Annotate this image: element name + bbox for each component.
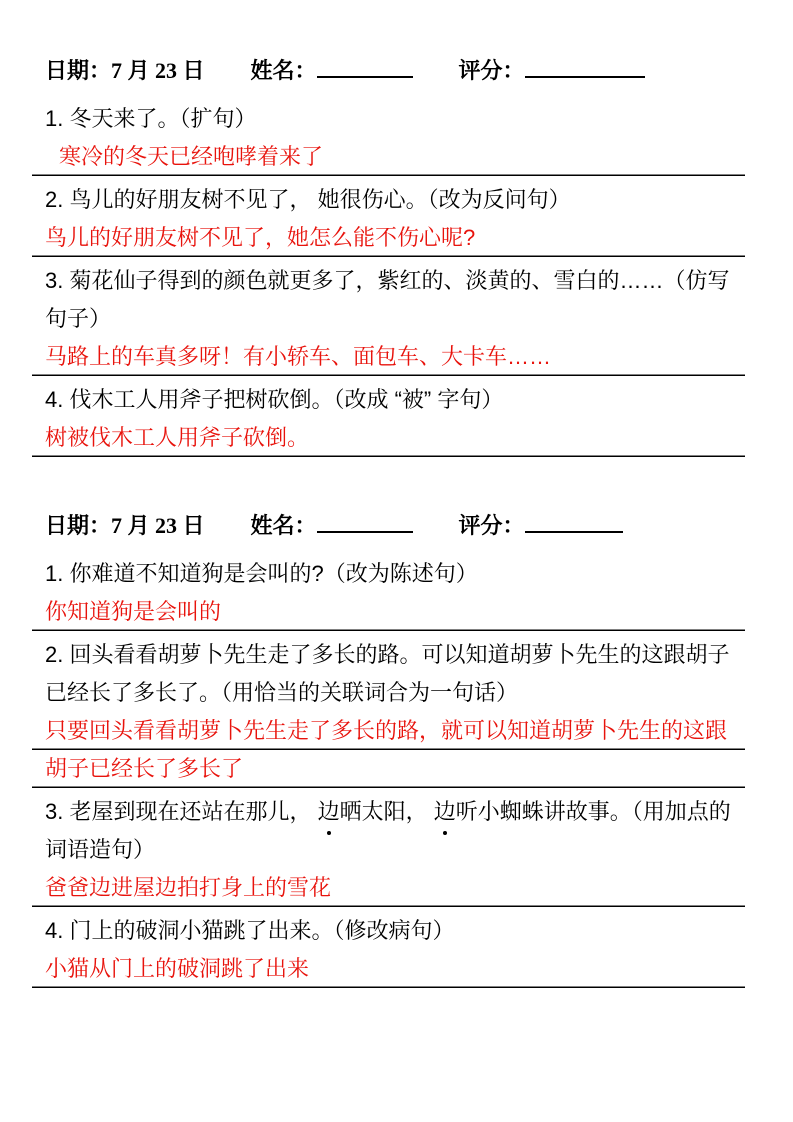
worksheet-section-1 [45,56,745,457]
qa-item [45,262,745,376]
name-blank [317,58,413,78]
score-field [459,511,623,541]
date-field [45,56,205,86]
score-label: 评分： [458,513,525,538]
answer-text: 爸爸边进屋边拍打身上的雪花 [32,869,745,907]
question-text: 3. 老屋到现在还站在那儿， 边晒太阳， 边听小蜘蛛讲故事。（用加点的词语造句） [45,793,745,869]
worksheet-section-2 [45,511,745,988]
name-label: 姓名： [250,513,317,538]
question-text: 4. 伐木工人用斧子把树砍倒。（改成 “被” 字句） [45,387,504,412]
answer-text: 小猫从门上的破洞跳了出来 [32,950,745,988]
qa-item [45,636,745,788]
date-value: 7 月 23 日 [111,58,205,83]
qa-item [45,793,745,907]
question-text: 1. 冬天来了。（扩句） [45,106,257,131]
answer-text: 你知道狗是会叫的 [32,593,745,631]
name-blank [317,513,413,533]
section-header [45,56,745,86]
emphasis-dot-char: 边 [434,793,456,831]
name-field [251,56,413,86]
qa-item [45,555,745,631]
date-label: 日期： [45,58,112,83]
emphasis-dot-char: 边 [318,793,340,831]
qa-item [45,912,745,988]
question-text: 2. 鸟儿的好朋友树不见了， 她很伤心。（改为反问句） [45,187,571,212]
score-label: 评分： [458,58,525,83]
answer-text: 树被伐木工人用斧子砍倒。 [32,419,745,457]
score-blank [525,513,623,533]
score-field [459,56,645,86]
question-text: 4. 门上的破洞小猫跳了出来。（修改病句） [45,918,455,943]
question-text: 3. 菊花仙子得到的颜色就更多了，紫红的、淡黄的、雪白的……（仿写句子） [45,268,730,331]
question-text: 1. 你难道不知道狗是会叫的?（改为陈述句） [45,561,478,586]
answer-text: 鸟儿的好朋友树不见了，她怎么能不伤心呢? [32,219,745,257]
name-field [251,511,413,541]
date-label: 日期： [45,513,112,538]
qa-item [45,381,745,457]
answer-text: 只要回头看看胡萝卜先生走了多长的路，就可以知道胡萝卜先生的这跟胡子已经长了多长了 [32,712,745,788]
answer-text: 马路上的车真多呀！有小轿车、面包车、大卡车…… [32,338,745,376]
date-field [45,511,205,541]
question-text: 2. 回头看看胡萝卜先生走了多长的路。可以知道胡萝卜先生的这跟胡子已经长了多长了。（用恰当的关联词合为一句话） [45,642,730,705]
qa-item [45,181,745,257]
section-header [45,511,745,541]
score-blank [525,58,645,78]
date-value: 7 月 23 日 [111,513,205,538]
qa-item [45,100,745,176]
name-label: 姓名： [250,58,317,83]
answer-text: 寒冷的冬天已经咆哮着来了 [32,138,745,176]
